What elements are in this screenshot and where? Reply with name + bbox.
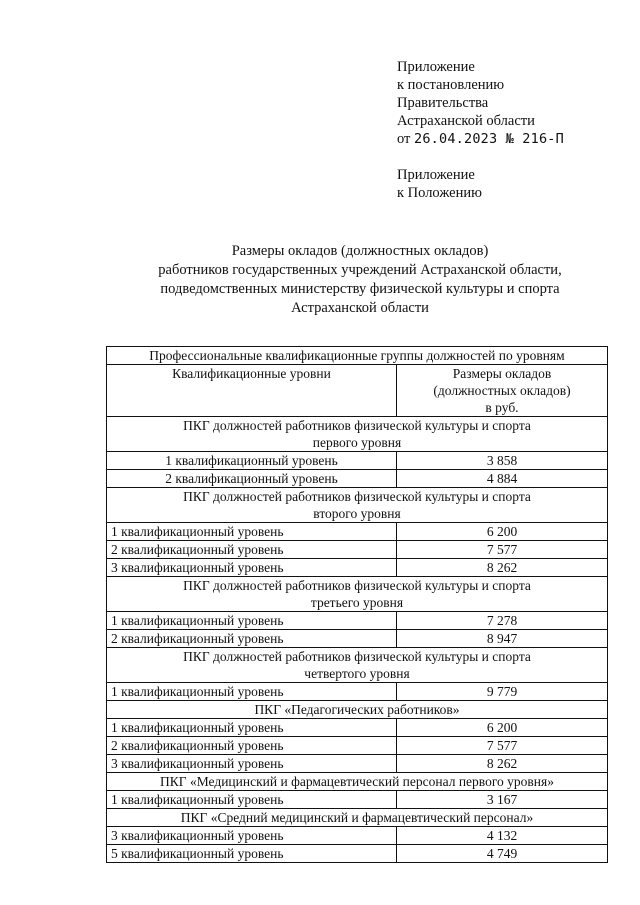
amount-cell: 7 577: [397, 541, 608, 559]
level-cell: 1 квалификационный уровень: [107, 683, 397, 701]
table-row: [107, 683, 608, 701]
amount-cell: 6 200: [397, 523, 608, 541]
level-cell: 2 квалификационный уровень: [107, 470, 397, 488]
group-title-line: ПКГ должностей работников физической культуры и спорта: [183, 649, 531, 664]
column-header-amounts-line: в руб.: [485, 400, 519, 415]
appendix-line: Приложение: [397, 167, 475, 183]
table-top-header-row: [107, 347, 608, 365]
level-cell: 1 квалификационный уровень: [107, 523, 397, 541]
amount-cell: 4 884: [397, 470, 608, 488]
group-header-row: [107, 417, 608, 452]
amount-cell: 9 779: [397, 683, 608, 701]
table-row: [107, 737, 608, 755]
table-row: [107, 845, 608, 863]
group-header-row: [107, 773, 608, 791]
amount-cell: 3 858: [397, 452, 608, 470]
group-title-line: ПКГ должностей работников физической культуры и спорта: [183, 418, 531, 433]
amount-cell: 4 132: [397, 827, 608, 845]
date-prefix: от: [397, 131, 411, 147]
amount-cell: 3 167: [397, 791, 608, 809]
group-title-line: второго уровня: [313, 506, 401, 521]
group-header-row: [107, 488, 608, 523]
amount-cell: 7 278: [397, 612, 608, 630]
group-title-line: ПКГ должностей работников физической культуры и спорта: [183, 578, 531, 593]
title-line: подведомственных министерству физической культуры и спорта: [160, 281, 560, 297]
level-cell: 1 квалификационный уровень: [107, 791, 397, 809]
title-line: Размеры окладов (должностных окладов): [231, 243, 489, 259]
level-cell: 5 квалификационный уровень: [107, 845, 397, 863]
group-title-line: ПКГ должностей работников физической культуры и спорта: [183, 489, 531, 504]
group-header-row: [107, 648, 608, 683]
salary-table: [106, 346, 608, 863]
appendix-block: [397, 58, 564, 202]
table-top-header: Профессиональные квалификационные группы должностей по уровням: [107, 347, 608, 365]
group-title: [107, 648, 608, 683]
title-line: Астраханской области: [291, 300, 429, 316]
title-line: работников государственных учреждений Астраханской области,: [158, 262, 562, 278]
appendix-line: Правительства: [397, 95, 489, 111]
table-row: [107, 791, 608, 809]
table-row: [107, 755, 608, 773]
level-cell: 3 квалификационный уровень: [107, 559, 397, 577]
amount-cell: 7 577: [397, 737, 608, 755]
level-cell: 1 квалификационный уровень: [107, 719, 397, 737]
group-title-line: первого уровня: [312, 435, 402, 450]
amount-cell: 8 262: [397, 755, 608, 773]
document-title: [100, 242, 620, 318]
column-header-amounts: [397, 365, 608, 417]
table-row: [107, 827, 608, 845]
group-title: [107, 417, 608, 452]
appendix-line: к постановлению: [397, 77, 505, 93]
group-header-row: [107, 809, 608, 827]
level-cell: 1 квалификационный уровень: [107, 452, 397, 470]
group-header-row: [107, 701, 608, 719]
appendix-line: Астраханской области: [397, 113, 535, 129]
group-title: [107, 488, 608, 523]
amount-cell: 6 200: [397, 719, 608, 737]
group-title-line: четвертого уровня: [304, 666, 410, 681]
table-column-header-row: [107, 365, 608, 417]
table-row: [107, 541, 608, 559]
table-row: [107, 612, 608, 630]
level-cell: 1 квалификационный уровень: [107, 612, 397, 630]
appendix-date-line: [397, 130, 564, 148]
date-stamp: 26.04.2023 № 216-П: [414, 131, 564, 147]
amount-cell: 8 947: [397, 630, 608, 648]
level-cell: 2 квалификационный уровень: [107, 737, 397, 755]
level-cell: 2 квалификационный уровень: [107, 541, 397, 559]
column-header-levels: Квалификационные уровни: [107, 365, 397, 417]
group-header-row: [107, 577, 608, 612]
column-header-amounts-line: (должностных окладов): [433, 383, 571, 398]
level-cell: 3 квалификационный уровень: [107, 827, 397, 845]
table-row: [107, 470, 608, 488]
table-row: [107, 523, 608, 541]
group-title: ПКГ «Педагогических работников»: [107, 701, 608, 719]
appendix-line: к Положению: [397, 185, 482, 201]
table-row: [107, 630, 608, 648]
column-header-amounts-line: Размеры окладов: [452, 366, 552, 381]
group-title: [107, 577, 608, 612]
group-title: ПКГ «Средний медицинский и фармацевтический персонал»: [107, 809, 608, 827]
table-row: [107, 719, 608, 737]
table-row: [107, 559, 608, 577]
table-row: [107, 452, 608, 470]
level-cell: 2 квалификационный уровень: [107, 630, 397, 648]
appendix-line: Приложение: [397, 59, 475, 75]
amount-cell: 4 749: [397, 845, 608, 863]
amount-cell: 8 262: [397, 559, 608, 577]
group-title: ПКГ «Медицинский и фармацевтический персонал первого уровня»: [107, 773, 608, 791]
level-cell: 3 квалификационный уровень: [107, 755, 397, 773]
group-title-line: третьего уровня: [310, 595, 404, 610]
